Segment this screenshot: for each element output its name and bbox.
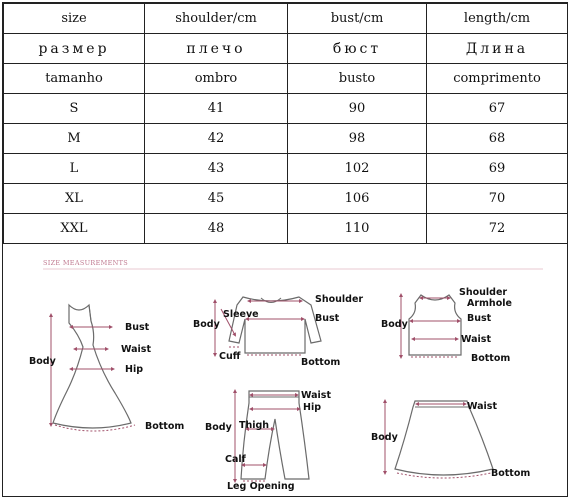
sweater-cuff-label: Cuff: [219, 351, 241, 362]
table-row: [4, 214, 568, 244]
header-length-pt: comprimento: [427, 64, 568, 94]
shoulder-cell: 42: [145, 124, 288, 154]
bust-cell: 102: [288, 154, 427, 184]
vest-body-label: Body: [381, 319, 408, 330]
pants-thigh-label: Thigh: [239, 420, 270, 431]
diagram-title: SIZE MEASUREMENTS: [43, 259, 128, 267]
header-bust: bust/cm: [288, 4, 427, 34]
pants-waist-label: Waist: [301, 390, 332, 401]
vest-figure: [401, 295, 461, 357]
table-row: [4, 94, 568, 124]
pants-body-label: Body: [205, 422, 232, 433]
header-size: size: [4, 4, 145, 34]
vest-armhole-label: Armhole: [467, 298, 512, 309]
header-shoulder: shoulder/cm: [145, 4, 288, 34]
size-cell: XXL: [4, 214, 145, 244]
skirt-figure: [385, 401, 493, 478]
header-shoulder-ru: плечо: [145, 34, 288, 64]
header-row-english: [4, 4, 568, 34]
vest-waist-label: Waist: [461, 334, 492, 345]
sweater-shoulder-label: Shoulder: [315, 294, 364, 305]
sweater-sleeve-label: Sleeve: [223, 309, 259, 320]
header-row-russian: [4, 34, 568, 64]
header-row-portuguese: [4, 64, 568, 94]
vest-bust-label: Bust: [467, 313, 492, 324]
shoulder-cell: 43: [145, 154, 288, 184]
vest-shoulder-label: Shoulder: [459, 287, 508, 298]
header-bust-ru: бюст: [288, 34, 427, 64]
table-row: [4, 124, 568, 154]
length-cell: 70: [427, 184, 568, 214]
header-bust-pt: busto: [288, 64, 427, 94]
pants-hip-label: Hip: [303, 402, 322, 413]
header-length: length/cm: [427, 4, 568, 34]
measurement-illustration: [3, 243, 567, 496]
bust-cell: 90: [288, 94, 427, 124]
pants-calf-label: Calf: [225, 454, 246, 465]
table-row: [4, 154, 568, 184]
header-shoulder-pt: ombro: [145, 64, 288, 94]
dress-hip-label: Hip: [125, 364, 144, 375]
bust-cell: 110: [288, 214, 427, 244]
size-cell: M: [4, 124, 145, 154]
size-cell: XL: [4, 184, 145, 214]
header-size-pt: tamanho: [4, 64, 145, 94]
sweater-figure: [215, 297, 321, 355]
dress-figure: [51, 305, 135, 431]
dress-bust-label: Bust: [125, 322, 150, 333]
size-chart: [2, 2, 568, 497]
table-row: [4, 184, 568, 214]
bust-cell: 106: [288, 184, 427, 214]
pants-figure: [235, 391, 309, 481]
skirt-waist-label: Waist: [467, 401, 498, 412]
length-cell: 69: [427, 154, 568, 184]
dress-waist-label: Waist: [121, 344, 152, 355]
header-size-ru: размер: [4, 34, 145, 64]
dress-bottom-label: Bottom: [145, 421, 185, 432]
pants-leg-opening-label: Leg Opening: [227, 481, 295, 492]
bust-cell: 98: [288, 124, 427, 154]
shoulder-cell: 48: [145, 214, 288, 244]
shoulder-cell: 41: [145, 94, 288, 124]
shoulder-cell: 45: [145, 184, 288, 214]
length-cell: 67: [427, 94, 568, 124]
sweater-bottom-label: Bottom: [301, 357, 341, 368]
length-cell: 68: [427, 124, 568, 154]
skirt-body-label: Body: [371, 432, 398, 443]
length-cell: 72: [427, 214, 568, 244]
sweater-bust-label: Bust: [315, 313, 340, 324]
skirt-bottom-label: Bottom: [491, 468, 531, 479]
size-cell: L: [4, 154, 145, 184]
size-table: [3, 3, 568, 244]
sweater-body-label: Body: [193, 319, 220, 330]
measurement-diagram: [3, 243, 567, 496]
vest-bottom-label: Bottom: [471, 353, 511, 364]
size-cell: S: [4, 94, 145, 124]
dress-body-label: Body: [29, 356, 56, 367]
header-length-ru: Длина: [427, 34, 568, 64]
